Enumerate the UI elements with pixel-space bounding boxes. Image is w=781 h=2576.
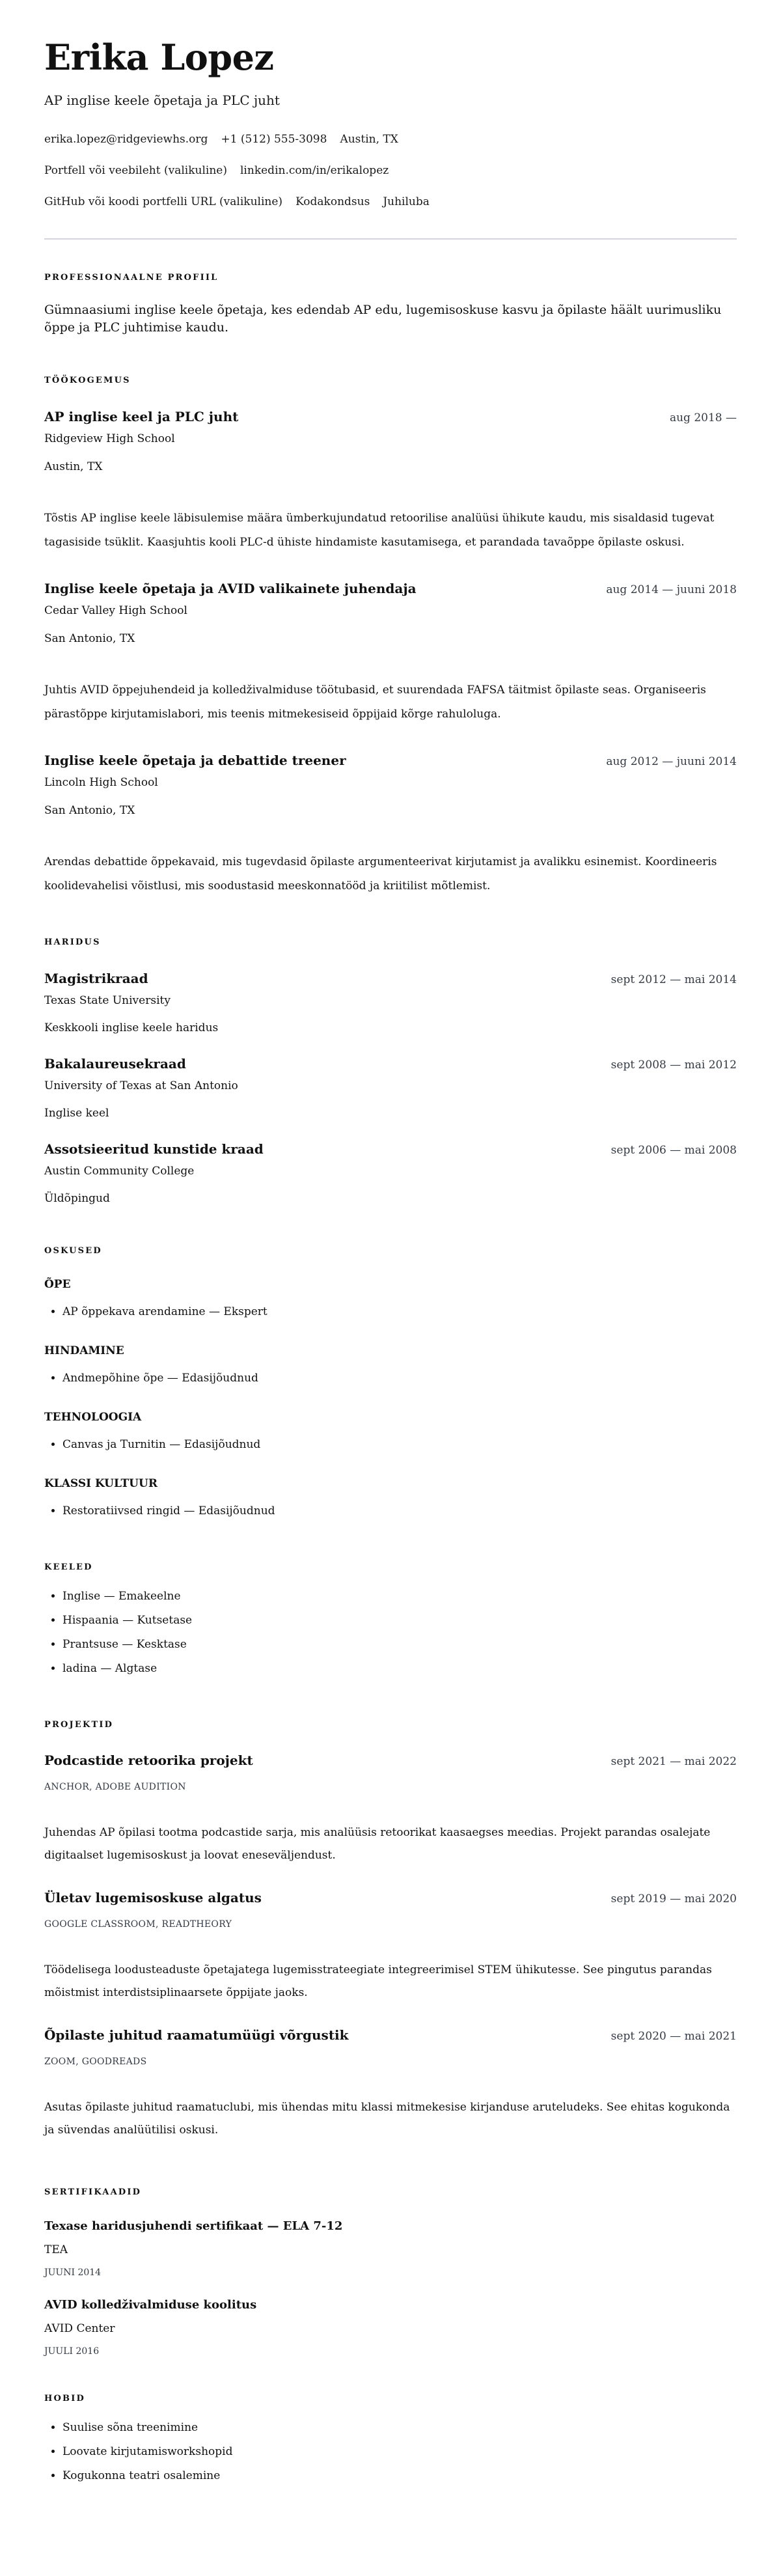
projects-section xyxy=(44,1719,737,2142)
job-dates: aug 2018 — xyxy=(669,411,737,424)
job-title: Inglise keele õpetaja ja AVID valikainete juhendaja xyxy=(44,581,417,596)
skill-list xyxy=(44,1300,737,1324)
languages-section xyxy=(44,1561,737,1681)
education-header xyxy=(44,1140,737,1159)
education-dates: sept 2006 — mai 2008 xyxy=(610,1144,737,1157)
field-of-study: Keskkooli inglise keele haridus xyxy=(44,1021,219,1034)
drivers-license: Juhiluba xyxy=(383,195,430,208)
certification-title: AVID kolledživalmiduse koolitus xyxy=(44,2298,257,2312)
project-dates: sept 2021 — mai 2022 xyxy=(610,1755,737,1768)
section-heading-education: HARIDUS xyxy=(44,937,101,947)
job-location: San Antonio, TX xyxy=(44,804,135,817)
job-company: Lincoln High School xyxy=(44,776,158,789)
job-header xyxy=(44,408,737,427)
section-heading-skills: OSKUSED xyxy=(44,1246,102,1256)
education-dates: sept 2012 — mai 2014 xyxy=(610,973,737,986)
job-description: Tõstis AP inglise keele läbisulemise määra ümberkujundatud retoorilise analüüsi ühikute kaudu, mis sisaldasid tugevat tagasiside tsüklit. Kaasjuhtis kooli PLC-d ühiste hindamiste kasutamisega, et parandada tavaõppe õpilaste oskusi. xyxy=(44,512,715,549)
contact-row xyxy=(44,186,737,217)
project-entry xyxy=(44,1751,737,1867)
section-heading-experience: TÖÖKOGEMUS xyxy=(44,376,131,385)
education-header xyxy=(44,969,737,989)
section-heading-profile: PROFESSIONAALNE PROFIIL xyxy=(44,273,219,283)
job-header xyxy=(44,579,737,599)
certification-issuer: AVID Center xyxy=(44,2322,115,2335)
education-entry xyxy=(44,1055,737,1122)
github-link[interactable]: GitHub või koodi portfelli URL (valikuline) xyxy=(44,195,283,208)
project-tools: ZOOM, GOODREADS xyxy=(44,2057,147,2067)
profile-summary: Gümnaasiumi inglise keele õpetaja, kes edendab AP edu, lugemisoskuse kasvu ja õpilaste häält uurimusliku õppe ja PLC juhtimise kaudu. xyxy=(44,303,722,335)
project-tools: GOOGLE CLASSROOM, READTHEORY xyxy=(44,1919,232,1930)
degree: Bakalaureusekraad xyxy=(44,1056,186,1072)
hobbies-section xyxy=(44,2392,737,2488)
location: Austin, TX xyxy=(340,133,398,146)
citizenship: Kodakondsus xyxy=(295,195,370,208)
job-dates: aug 2014 — juuni 2018 xyxy=(606,583,737,596)
skill-category: KLASSI KULTUUR xyxy=(44,1477,158,1490)
section-heading-projects: PROJEKTID xyxy=(44,1720,114,1730)
degree: Assotsieeritud kunstide kraad xyxy=(44,1141,264,1157)
language-item: • Inglise — Emakeelne xyxy=(62,1585,737,1609)
contact-row xyxy=(44,124,737,155)
language-item: • Prantsuse — Kesktase xyxy=(62,1633,737,1657)
skill-list xyxy=(44,1366,737,1391)
hobby-item: • Loovate kirjutamisworkshopid xyxy=(62,2440,737,2464)
header-divider xyxy=(44,238,737,240)
hobby-item: • Suulise sõna treenimine xyxy=(62,2416,737,2440)
project-dates: sept 2020 — mai 2021 xyxy=(610,2030,737,2043)
school: Texas State University xyxy=(44,994,171,1007)
section-heading-hobbies: HOBID xyxy=(44,2394,85,2403)
field-of-study: Üldõpingud xyxy=(44,1192,110,1205)
education-dates: sept 2008 — mai 2012 xyxy=(610,1059,737,1072)
project-title: Ületav lugemisoskuse algatus xyxy=(44,1890,262,1905)
skill-item: • Canvas ja Turnitin — Edasijõudnud xyxy=(62,1433,737,1457)
project-entry xyxy=(44,1889,737,2004)
skill-category: HINDAMINE xyxy=(44,1344,124,1357)
language-list xyxy=(44,1585,737,1681)
job-company: Ridgeview High School xyxy=(44,432,175,445)
portfolio-link[interactable]: Portfell või veebileht (valikuline) xyxy=(44,164,227,177)
certification-date: JUUNI 2014 xyxy=(44,2267,102,2278)
job-description: Arendas debattide õppekavaid, mis tugevdasid õpilaste argumenteerivat kirjutamist ja avalikku esinemist. Koordineeris koolidevahelisi võistlusi, mis soodustasid meeskonnatööd ja kriitilist mõtlemist. xyxy=(44,855,717,893)
contact-row xyxy=(44,155,737,186)
education-entry xyxy=(44,969,737,1036)
job-dates: aug 2012 — juuni 2014 xyxy=(606,755,737,768)
education-section xyxy=(44,936,737,1207)
skill-item: • AP õppekava arendamine — Ekspert xyxy=(62,1300,737,1324)
skill-item: • Restoratiivsed ringid — Edasijõudnud xyxy=(62,1499,737,1523)
job-title: Inglise keele õpetaja ja debattide treener xyxy=(44,753,346,768)
project-title: Õpilaste juhitud raamatumüügi võrgustik xyxy=(44,2027,349,2043)
candidate-name: Erika Lopez xyxy=(44,36,274,78)
project-header xyxy=(44,1751,737,1771)
degree: Magistrikraad xyxy=(44,971,148,986)
project-header xyxy=(44,1889,737,1908)
job-description: Juhtis AVID õppejuhendeid ja kolledživalmiduse töötubasid, et suurendada FAFSA täitmist õpilaste seas. Organiseeris pärastõppe kirjutamislabori, mis teenis mitmekesiseid õppijaid kõrge rahuloluga. xyxy=(44,684,706,721)
job-location: San Antonio, TX xyxy=(44,632,135,645)
project-tools: ANCHOR, ADOBE AUDITION xyxy=(44,1782,186,1792)
contact-info xyxy=(44,124,737,217)
school: Austin Community College xyxy=(44,1165,195,1178)
candidate-title: AP inglise keele õpetaja ja PLC juht xyxy=(44,92,280,108)
education-header xyxy=(44,1055,737,1074)
job-location: Austin, TX xyxy=(44,460,103,473)
education-entry xyxy=(44,1140,737,1207)
linkedin-link[interactable]: linkedin.com/in/erikalopez xyxy=(240,164,389,177)
job-company: Cedar Valley High School xyxy=(44,604,187,617)
job-header xyxy=(44,751,737,771)
experience-section xyxy=(44,374,737,898)
certification-title: Texase haridusjuhendi sertifikaat — ELA 7-12 xyxy=(44,2219,343,2233)
skill-item: • Andmepõhine õpe — Edasijõudnud xyxy=(62,1366,737,1391)
certification-issuer: TEA xyxy=(44,2243,68,2256)
certification-date: JUULI 2016 xyxy=(44,2346,100,2357)
skill-category: TEHNOLOOGIA xyxy=(44,1411,142,1424)
language-item: • ladina — Algtase xyxy=(62,1657,737,1681)
certification-entry xyxy=(44,2297,737,2359)
certifications-section xyxy=(44,2186,737,2359)
project-entry xyxy=(44,2026,737,2142)
hobby-list xyxy=(44,2416,737,2488)
skill-list xyxy=(44,1499,737,1523)
skill-category: ÕPE xyxy=(44,1278,71,1291)
field-of-study: Inglise keel xyxy=(44,1107,109,1120)
project-dates: sept 2019 — mai 2020 xyxy=(610,1892,737,1905)
certification-entry xyxy=(44,2219,737,2280)
project-title: Podcastide retoorika projekt xyxy=(44,1752,253,1768)
project-description: Asutas õpilaste juhitud raamatuclubi, mis ühendas mitu klassi mitmekesise kirjanduse aruteludeks. See ehitas kogukonda ja süvendas analüütilisi oskusi. xyxy=(44,2101,730,2137)
project-description: Töödelisega loodusteaduste õpetajatega lugemisstrateegiate integreerimisel STEM ühikutesse. See pingutus parandas mõistmist interdistsiplinaarsete õppijate jaoks. xyxy=(44,1963,712,1999)
job-entry xyxy=(44,751,737,898)
email-link[interactable]: erika.lopez@ridgeviewhs.org xyxy=(44,133,208,146)
job-title: AP inglise keel ja PLC juht xyxy=(44,409,239,424)
project-description: Juhendas AP õpilasi tootma podcastide sarja, mis analüüsis retoorikat kaasaegses meedias. Projekt parandas osalejate digitaalset lugemisoskust ja loovat eneseväljendust. xyxy=(44,1826,711,1862)
hobby-item: • Kogukonna teatri osalemine xyxy=(62,2464,737,2488)
project-header xyxy=(44,2026,737,2045)
skills-section xyxy=(44,1245,737,1523)
language-item: • Hispaania — Kutsetase xyxy=(62,1609,737,1633)
job-entry xyxy=(44,579,737,727)
section-heading-languages: KEELED xyxy=(44,1562,93,1572)
phone: +1 (512) 555-3098 xyxy=(221,133,327,146)
job-entry xyxy=(44,408,737,555)
school: University of Texas at San Antonio xyxy=(44,1079,238,1092)
skill-list xyxy=(44,1433,737,1457)
section-heading-certifications: SERTIFIKAADID xyxy=(44,2187,142,2197)
